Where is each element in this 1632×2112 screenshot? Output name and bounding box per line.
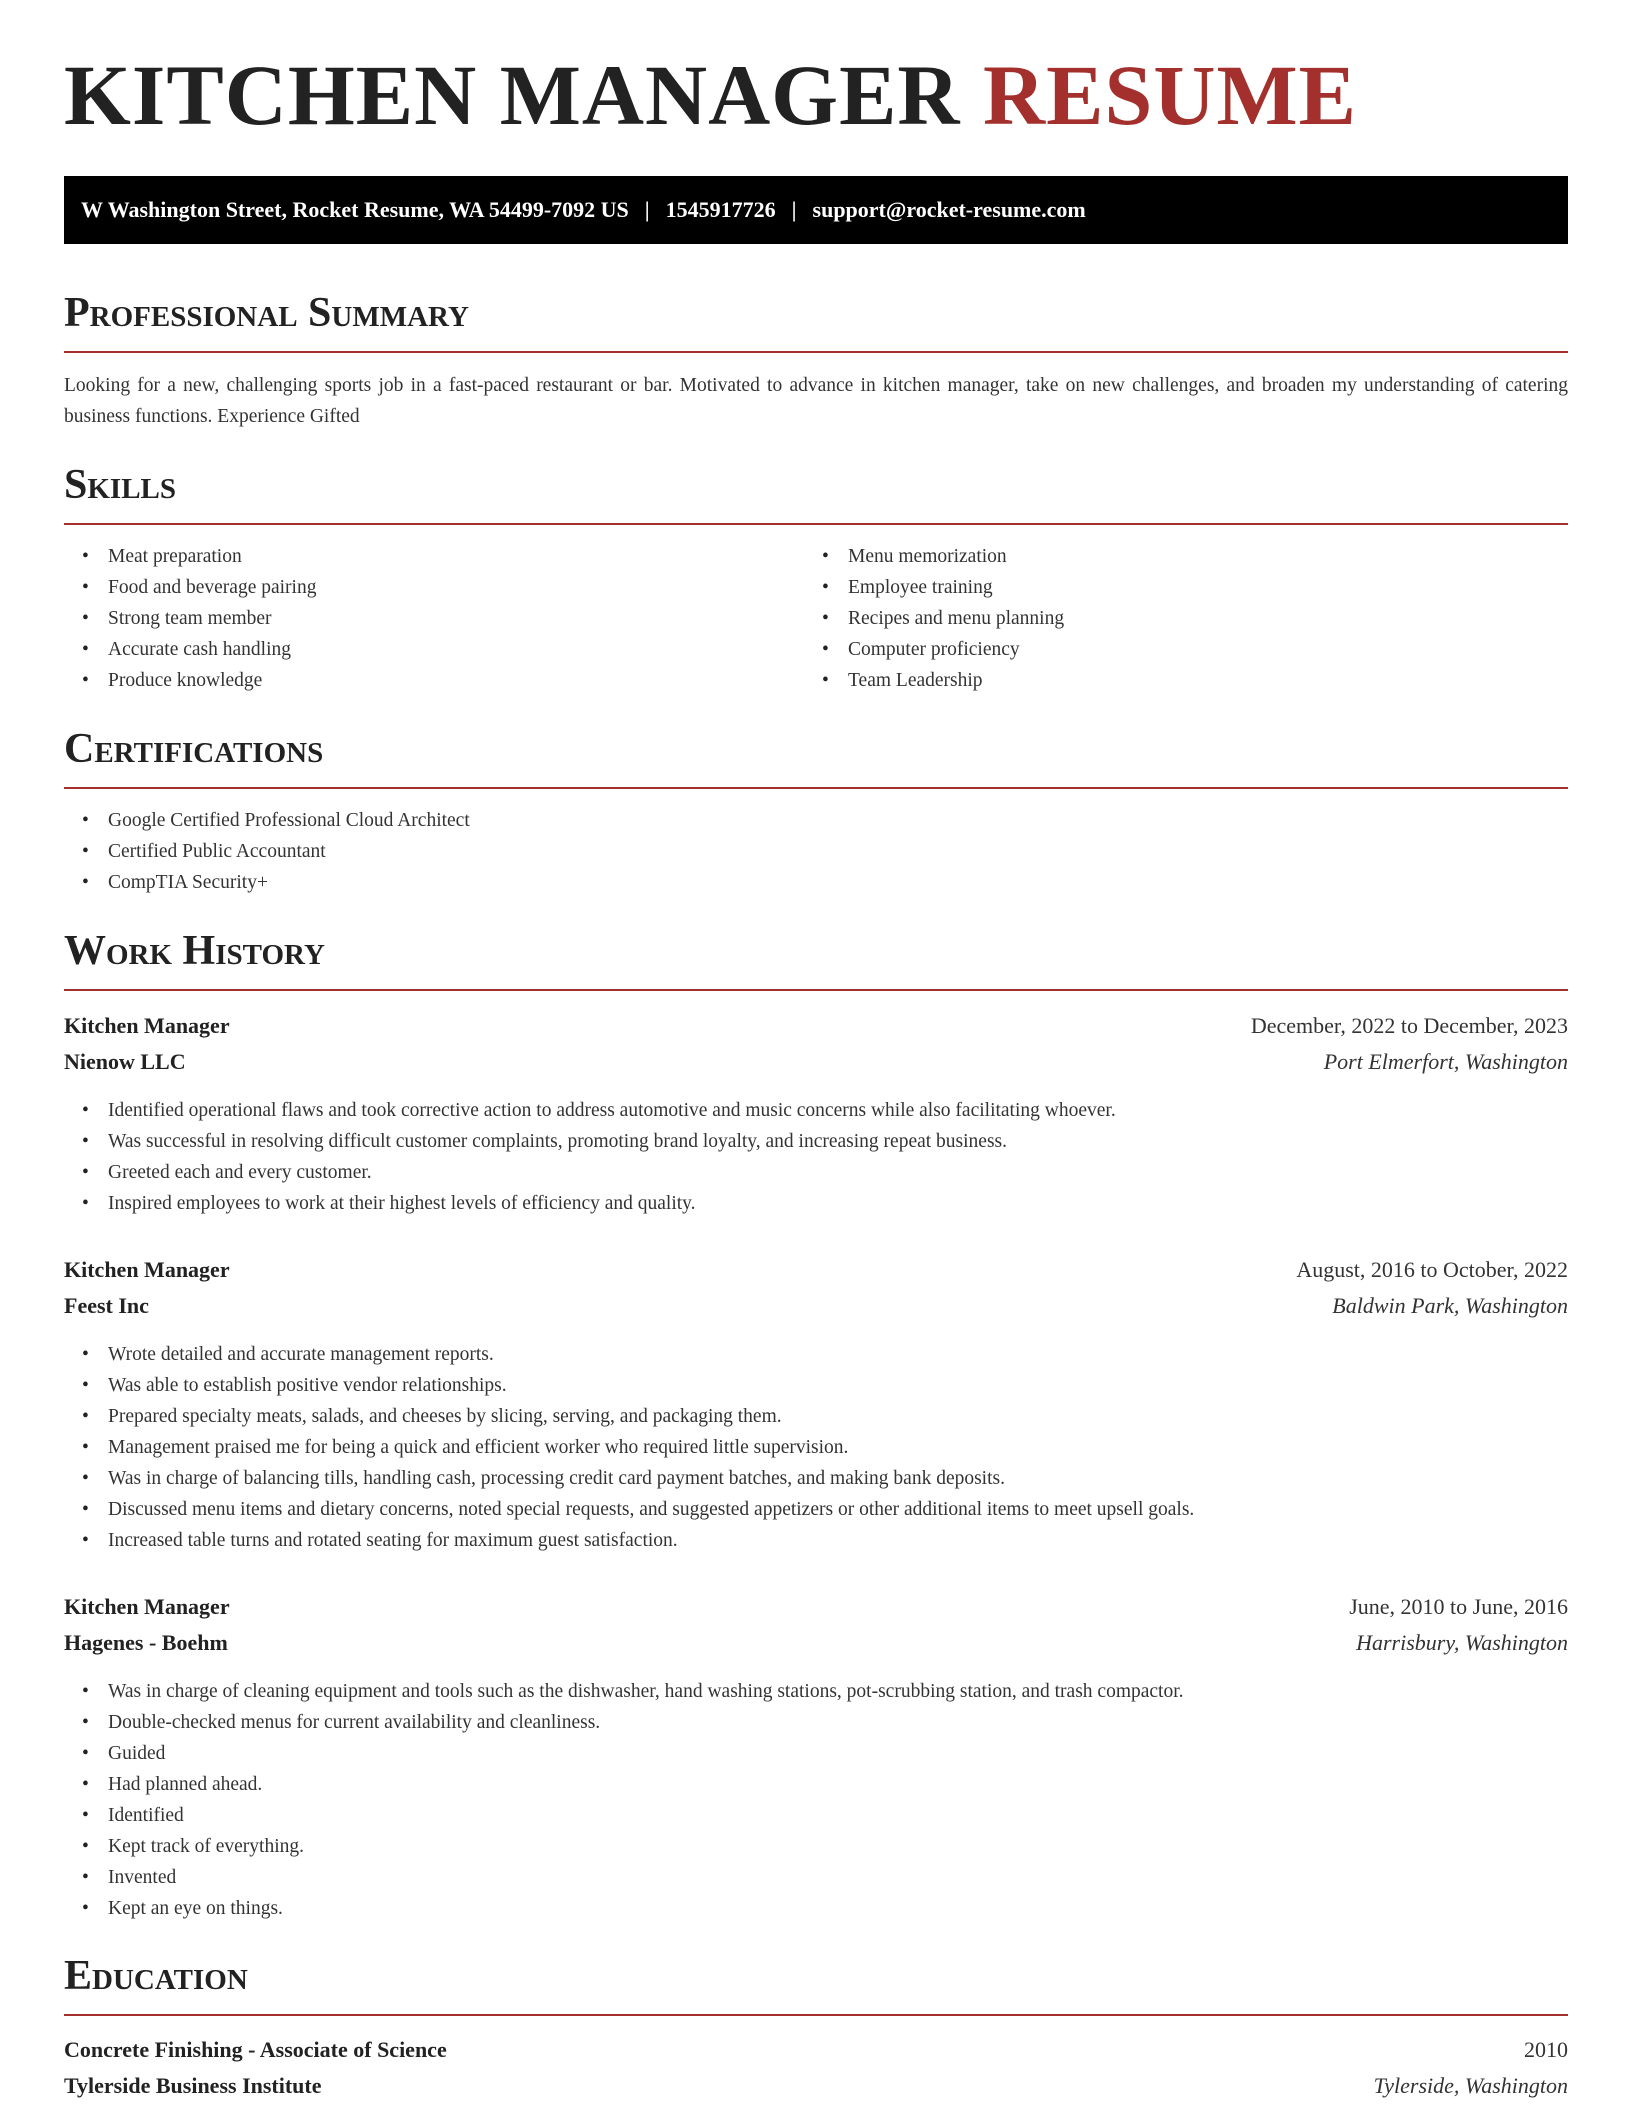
job-subheader: [64, 1288, 1568, 1324]
education-location: Tylerside, Washington: [1373, 2073, 1568, 2098]
job-title: Kitchen Manager: [64, 1013, 230, 1038]
skill-item: • Recipes and menu planning: [804, 603, 1568, 634]
title-role: KITCHEN MANAGER: [64, 47, 961, 143]
job-bullet: • Double-checked menus for current availability and cleanliness.: [64, 1707, 1568, 1738]
section-divider: [64, 787, 1568, 789]
section-divider: [64, 989, 1568, 991]
job-dates: December, 2022 to December, 2023: [1250, 1013, 1568, 1038]
section-divider: [64, 2014, 1568, 2016]
job-bullet: • Was in charge of balancing tills, handling cash, processing credit card payment batches, and making bank deposits.: [64, 1463, 1568, 1494]
job-company: Nienow LLC: [64, 1049, 186, 1074]
job-title: Kitchen Manager: [64, 1594, 230, 1619]
skill-item: • Team Leadership: [804, 665, 1568, 696]
job-dates: August, 2016 to October, 2022: [1296, 1257, 1568, 1282]
job-bullet: • Was in charge of cleaning equipment and tools such as the dishwasher, hand washing stations, pot-scrubbing station, and trash compactor.: [64, 1676, 1568, 1707]
education-header: [64, 2032, 1568, 2068]
job-bullets: [64, 1676, 1568, 1924]
skills-list-left: [64, 541, 804, 696]
contact-separator: |: [644, 197, 650, 222]
job-bullet: • Prepared specialty meats, salads, and cheeses by slicing, serving, and packaging them.: [64, 1401, 1568, 1432]
contact-separator: |: [791, 197, 797, 222]
job-bullet: • Greeted each and every customer.: [64, 1157, 1568, 1188]
job-bullets: [64, 1095, 1568, 1219]
job-bullet: • Kept an eye on things.: [64, 1893, 1568, 1924]
education-subheader: [64, 2068, 1568, 2104]
job-location: Baldwin Park, Washington: [1332, 1293, 1568, 1318]
resume-title: [64, 47, 1357, 143]
contact-bar: [64, 176, 1568, 244]
title-resume-word: RESUME: [983, 47, 1357, 143]
job-bullet: • Had planned ahead.: [64, 1769, 1568, 1800]
job-bullet: • Was successful in resolving difficult customer complaints, promoting brand loyalty, and increasing repeat business.: [64, 1126, 1568, 1157]
job-bullet: • Identified: [64, 1800, 1568, 1831]
skill-item: • Food and beverage pairing: [64, 572, 804, 603]
job-title: Kitchen Manager: [64, 1257, 230, 1282]
contact-address: W Washington Street, Rocket Resume, WA 54499-7092 US: [81, 197, 629, 222]
job-bullets: [64, 1339, 1568, 1556]
certifications-heading: Certifications: [64, 726, 324, 772]
skill-item: • Strong team member: [64, 603, 804, 634]
job-dates: June, 2010 to June, 2016: [1349, 1594, 1568, 1619]
job-location: Harrisbury, Washington: [1356, 1630, 1568, 1655]
summary-text: Looking for a new, challenging sports job in a fast-paced restaurant or bar. Motivated to advance in kitchen manager, take on new challenges, and broaden my understanding of catering business functions. Experience Gifted: [64, 375, 1568, 427]
job-header: [64, 1008, 1568, 1044]
section-divider: [64, 351, 1568, 353]
skill-item: • Employee training: [804, 572, 1568, 603]
job-bullet: • Identified operational flaws and took corrective action to address automotive and music concerns while also facilitating whoever.: [64, 1095, 1568, 1126]
education-school: Tylerside Business Institute: [64, 2073, 322, 2098]
work-history-heading: Work History: [64, 928, 325, 974]
job-company: Hagenes - Boehm: [64, 1630, 228, 1655]
job-subheader: [64, 1044, 1568, 1080]
job-bullet: • Management praised me for being a quick and efficient worker who required little supervision.: [64, 1432, 1568, 1463]
education-year: 2010: [1524, 2037, 1568, 2062]
section-divider: [64, 523, 1568, 525]
skill-item: • Computer proficiency: [804, 634, 1568, 665]
job-bullet: • Kept track of everything.: [64, 1831, 1568, 1862]
job-company: Feest Inc: [64, 1293, 149, 1318]
job-header: [64, 1252, 1568, 1288]
skill-item: • Produce knowledge: [64, 665, 804, 696]
job-bullet: • Was able to establish positive vendor relationships.: [64, 1370, 1568, 1401]
education-heading: Education: [64, 1953, 248, 1999]
job-bullet: • Guided: [64, 1738, 1568, 1769]
job-header: [64, 1589, 1568, 1625]
job-bullet: • Inspired employees to work at their highest levels of efficiency and quality.: [64, 1188, 1568, 1219]
summary-heading: Professional Summary: [64, 290, 469, 336]
job-bullet: • Wrote detailed and accurate management reports.: [64, 1339, 1568, 1370]
certifications-list: [64, 805, 1568, 898]
job-location: Port Elmerfort, Washington: [1323, 1049, 1568, 1074]
certification-item: • CompTIA Security+: [64, 867, 1568, 898]
skill-item: • Accurate cash handling: [64, 634, 804, 665]
job-bullet: • Discussed menu items and dietary concerns, noted special requests, and suggested appetizers or other additional items to meet upsell goals.: [64, 1494, 1568, 1525]
job-bullet: • Invented: [64, 1862, 1568, 1893]
certification-item: • Certified Public Accountant: [64, 836, 1568, 867]
contact-email[interactable]: support@rocket-resume.com: [812, 197, 1086, 222]
job-bullet: • Increased table turns and rotated seating for maximum guest satisfaction.: [64, 1525, 1568, 1556]
education-degree: Concrete Finishing - Associate of Science: [64, 2037, 447, 2062]
certification-item: • Google Certified Professional Cloud Architect: [64, 805, 1568, 836]
job-subheader: [64, 1625, 1568, 1661]
skill-item: • Meat preparation: [64, 541, 804, 572]
skill-item: • Menu memorization: [804, 541, 1568, 572]
contact-phone: 1545917726: [665, 197, 776, 222]
skills-list-right: [804, 541, 1568, 696]
skills-heading: Skills: [64, 462, 177, 508]
